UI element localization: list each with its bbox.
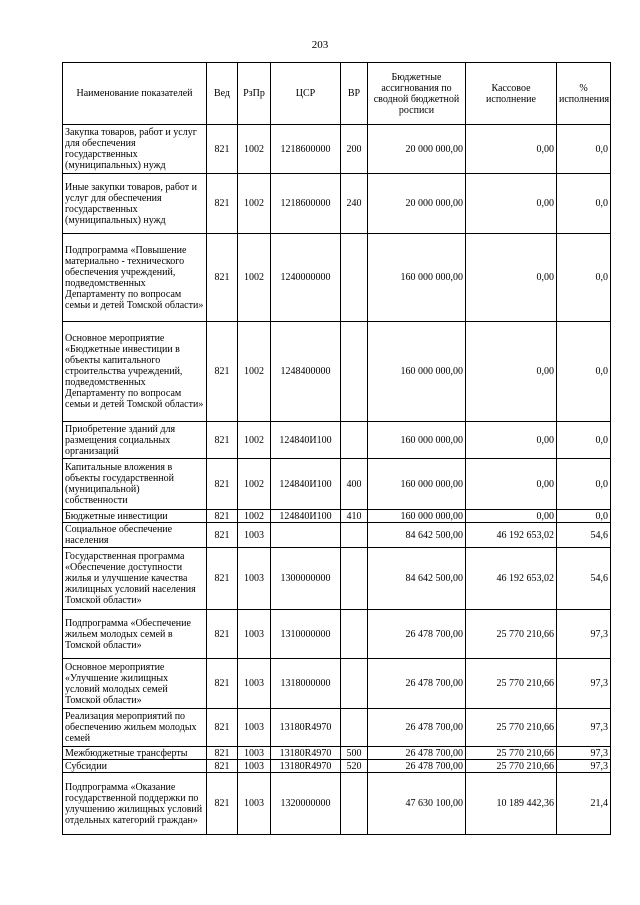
row-name: Иные закупки товаров, работ и услуг для обеспечения государственных (муниципальных) нужд (63, 174, 207, 234)
row-name: Подпрограмма «Обеспечение жильем молодых семей в Томской области» (63, 610, 207, 659)
row-rzpr: 1002 (238, 174, 271, 234)
row-percent: 97,3 (557, 709, 611, 747)
row-cash: 0,00 (466, 422, 557, 459)
row-cash: 25 770 210,66 (466, 610, 557, 659)
row-name: Государственная программа «Обеспечение доступности жилья и улучшение качества жилищных условий населения Томской области» (63, 548, 207, 610)
row-vr (341, 709, 368, 747)
row-csr: 1218600000 (271, 125, 341, 174)
row-budget: 84 642 500,00 (368, 548, 466, 610)
row-budget: 160 000 000,00 (368, 510, 466, 523)
row-name: Реализация мероприятий по обеспечению жильем молодых семей (63, 709, 207, 747)
row-budget: 160 000 000,00 (368, 322, 466, 422)
row-vr (341, 610, 368, 659)
row-name: Межбюджетные трансферты (63, 747, 207, 760)
header-budget: Бюджетные ассигнования по сводной бюджетной росписи (368, 63, 466, 125)
page-number: 203 (311, 39, 329, 51)
header-cash: Кассовое исполнение (466, 63, 557, 125)
table-row (63, 174, 611, 234)
row-cash: 0,00 (466, 174, 557, 234)
row-name: Капитальные вложения в объекты государственной (муниципальной) собственности (63, 459, 207, 510)
row-percent: 97,3 (557, 659, 611, 709)
row-csr: 124840И100 (271, 422, 341, 459)
table-row (63, 760, 611, 773)
row-name: Подпрограмма «Повышение материально - технического обеспечения учреждений, подведомственных Департаменту по вопросам семьи и детей Томской области» (63, 234, 207, 322)
row-budget: 26 478 700,00 (368, 610, 466, 659)
header-name: Наименование показателей (63, 63, 207, 125)
row-csr: 1320000000 (271, 773, 341, 835)
budget-table (62, 62, 611, 835)
table-row (63, 523, 611, 548)
row-csr: 1240000000 (271, 234, 341, 322)
table-row (63, 234, 611, 322)
row-rzpr: 1002 (238, 125, 271, 174)
table-row (63, 709, 611, 747)
row-budget: 26 478 700,00 (368, 747, 466, 760)
row-name: Закупка товаров, работ и услуг для обеспечения государственных (муниципальных) нужд (63, 125, 207, 174)
row-rzpr: 1003 (238, 659, 271, 709)
row-vr: 410 (341, 510, 368, 523)
row-budget: 47 630 100,00 (368, 773, 466, 835)
row-percent: 0,0 (557, 234, 611, 322)
row-rzpr: 1003 (238, 760, 271, 773)
row-ved: 821 (207, 322, 238, 422)
row-ved: 821 (207, 610, 238, 659)
row-vr (341, 659, 368, 709)
row-vr: 500 (341, 747, 368, 760)
row-percent: 97,3 (557, 610, 611, 659)
row-budget: 26 478 700,00 (368, 709, 466, 747)
table-row (63, 548, 611, 610)
row-rzpr: 1002 (238, 322, 271, 422)
row-rzpr: 1002 (238, 234, 271, 322)
row-percent: 97,3 (557, 760, 611, 773)
row-name: Социальное обеспечение населения (63, 523, 207, 548)
table-row (63, 659, 611, 709)
row-cash: 25 770 210,66 (466, 659, 557, 709)
row-rzpr: 1003 (238, 610, 271, 659)
row-percent: 54,6 (557, 548, 611, 610)
row-name: Основное мероприятие «Улучшение жилищных условий молодых семей Томской области» (63, 659, 207, 709)
row-cash: 46 192 653,02 (466, 548, 557, 610)
row-ved: 821 (207, 174, 238, 234)
row-csr: 124840И100 (271, 510, 341, 523)
row-percent: 0,0 (557, 174, 611, 234)
table-row (63, 459, 611, 510)
row-csr: 13180R4970 (271, 709, 341, 747)
header-ved: Вед (207, 63, 238, 125)
row-vr (341, 234, 368, 322)
table-row (63, 773, 611, 835)
row-ved: 821 (207, 422, 238, 459)
row-percent: 0,0 (557, 322, 611, 422)
table-row (63, 610, 611, 659)
header-csr: ЦСР (271, 63, 341, 125)
table-header-row (63, 63, 611, 125)
row-ved: 821 (207, 523, 238, 548)
row-cash: 25 770 210,66 (466, 709, 557, 747)
row-budget: 20 000 000,00 (368, 174, 466, 234)
row-vr: 240 (341, 174, 368, 234)
row-ved: 821 (207, 234, 238, 322)
row-percent: 0,0 (557, 459, 611, 510)
row-csr: 1318000000 (271, 659, 341, 709)
row-cash: 25 770 210,66 (466, 760, 557, 773)
row-csr: 1300000000 (271, 548, 341, 610)
row-csr: 13180R4970 (271, 747, 341, 760)
row-cash: 10 189 442,36 (466, 773, 557, 835)
row-vr (341, 322, 368, 422)
row-ved: 821 (207, 709, 238, 747)
row-budget: 160 000 000,00 (368, 234, 466, 322)
row-budget: 20 000 000,00 (368, 125, 466, 174)
row-percent: 97,3 (557, 747, 611, 760)
row-percent: 54,6 (557, 523, 611, 548)
row-ved: 821 (207, 747, 238, 760)
row-rzpr: 1002 (238, 459, 271, 510)
row-ved: 821 (207, 773, 238, 835)
row-ved: 821 (207, 548, 238, 610)
row-rzpr: 1003 (238, 773, 271, 835)
row-vr (341, 548, 368, 610)
row-percent: 0,0 (557, 510, 611, 523)
header-percent: % исполнения (557, 63, 611, 125)
row-budget: 160 000 000,00 (368, 459, 466, 510)
row-percent: 0,0 (557, 125, 611, 174)
row-cash: 46 192 653,02 (466, 523, 557, 548)
row-vr: 400 (341, 459, 368, 510)
row-name: Приобретение зданий для размещения социальных организаций (63, 422, 207, 459)
row-cash: 0,00 (466, 510, 557, 523)
row-csr: 1218600000 (271, 174, 341, 234)
row-csr: 1310000000 (271, 610, 341, 659)
table-row (63, 422, 611, 459)
row-percent: 21,4 (557, 773, 611, 835)
row-vr (341, 422, 368, 459)
row-name: Подпрограмма «Оказание государственной поддержки по улучшению жилищных условий отдельных категорий граждан» (63, 773, 207, 835)
row-ved: 821 (207, 760, 238, 773)
row-ved: 821 (207, 510, 238, 523)
row-budget: 84 642 500,00 (368, 523, 466, 548)
row-cash: 0,00 (466, 322, 557, 422)
row-cash: 25 770 210,66 (466, 747, 557, 760)
row-ved: 821 (207, 459, 238, 510)
row-name: Основное мероприятие «Бюджетные инвестиции в объекты капитального строительства учреждений, подведомственных Департаменту по вопросам семьи и детей Томской области» (63, 322, 207, 422)
row-rzpr: 1003 (238, 523, 271, 548)
row-vr (341, 773, 368, 835)
row-cash: 0,00 (466, 459, 557, 510)
table-row (63, 322, 611, 422)
table-row (63, 125, 611, 174)
row-cash: 0,00 (466, 125, 557, 174)
table-row (63, 747, 611, 760)
row-ved: 821 (207, 125, 238, 174)
row-csr (271, 523, 341, 548)
row-rzpr: 1002 (238, 510, 271, 523)
row-ved: 821 (207, 659, 238, 709)
row-vr: 520 (341, 760, 368, 773)
row-csr: 124840И100 (271, 459, 341, 510)
row-budget: 160 000 000,00 (368, 422, 466, 459)
row-budget: 26 478 700,00 (368, 659, 466, 709)
row-csr: 13180R4970 (271, 760, 341, 773)
row-vr: 200 (341, 125, 368, 174)
header-vr: ВР (341, 63, 368, 125)
row-vr (341, 523, 368, 548)
row-csr: 1248400000 (271, 322, 341, 422)
row-rzpr: 1003 (238, 548, 271, 610)
header-rzpr: РзПр (238, 63, 271, 125)
row-budget: 26 478 700,00 (368, 760, 466, 773)
table-row (63, 510, 611, 523)
row-rzpr: 1003 (238, 709, 271, 747)
row-name: Бюджетные инвестиции (63, 510, 207, 523)
row-name: Субсидии (63, 760, 207, 773)
row-percent: 0,0 (557, 422, 611, 459)
row-cash: 0,00 (466, 234, 557, 322)
row-rzpr: 1002 (238, 422, 271, 459)
row-rzpr: 1003 (238, 747, 271, 760)
